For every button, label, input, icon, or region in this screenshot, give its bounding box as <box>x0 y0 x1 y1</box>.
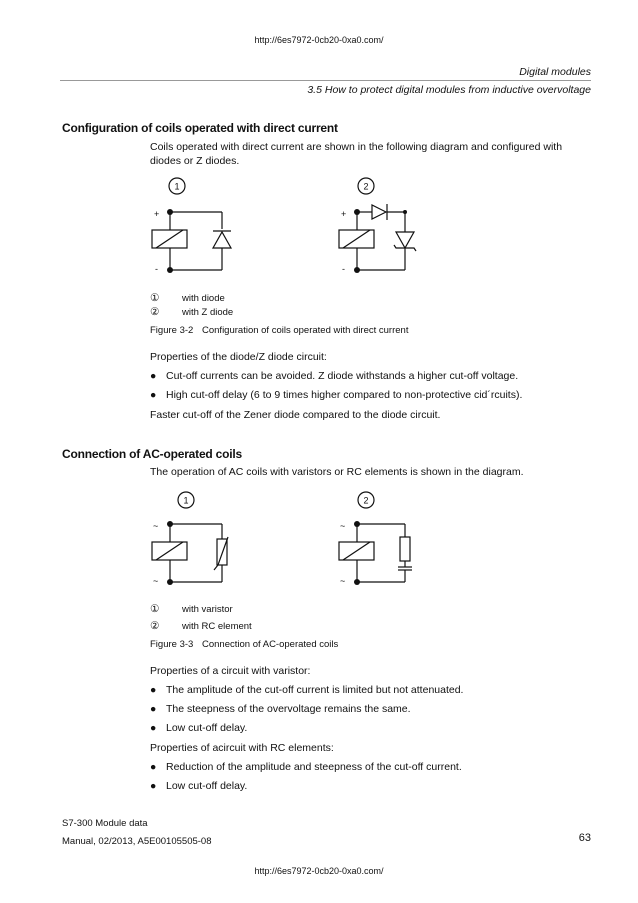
legend-text: with diode <box>182 293 225 304</box>
dc-bullet-1 <box>150 370 518 382</box>
bullet-text: Cut-off currents can be avoided. Z diode withstands a higher cut-off voltage. <box>166 370 519 382</box>
page-number: 63 <box>578 832 591 844</box>
dc-legend-1 <box>150 292 225 304</box>
tilde-label: ~ <box>153 576 159 586</box>
ac-legend-2 <box>150 620 252 632</box>
ac-legend-1 <box>150 603 233 615</box>
bullet-dot: ● <box>150 684 157 696</box>
legend-number: ② <box>150 306 160 318</box>
tilde-label: ~ <box>153 521 159 531</box>
dc-circuit-diagram <box>140 172 440 290</box>
caption-text: Configuration of coils operated with direct current <box>202 325 409 336</box>
bullet-dot: ● <box>150 761 157 773</box>
rc-properties-title: Properties of acircuit with RC elements: <box>150 742 334 754</box>
rc-bullet-2 <box>150 780 247 792</box>
caption-label: Figure 3-2 <box>150 325 194 336</box>
caption-label: Figure 3-3 <box>150 639 194 650</box>
varistor-bullet-2 <box>150 703 411 715</box>
dc-closing: Faster cut-off of the Zener diode compared to the diode circuit. <box>150 409 441 421</box>
bullet-dot: ● <box>150 703 157 715</box>
tilde-label: ~ <box>340 576 346 586</box>
bullet-text: Low cut-off delay. <box>166 780 248 792</box>
bullet-text: High cut-off delay (6 to 9 times higher compared to non-protective cid´rcuits). <box>166 389 523 401</box>
ac-circuit-diagram <box>140 487 440 597</box>
diode-series-symbol <box>372 205 386 219</box>
top-url[interactable]: http://6es7972-0cb20-0xa0.com/ <box>254 35 384 45</box>
bullet-dot: ● <box>150 370 157 382</box>
legend-number: ① <box>150 603 160 615</box>
legend-text: with RC element <box>182 621 252 632</box>
dc-legend-2 <box>150 306 233 318</box>
resistor-symbol <box>400 537 410 561</box>
caption-text: Connection of AC-operated coils <box>202 639 339 650</box>
diode-symbol <box>213 232 231 248</box>
bullet-dot: ● <box>150 780 157 792</box>
bullet-dot: ● <box>150 722 157 734</box>
bullet-text: The steepness of the overvoltage remains the same. <box>166 703 411 715</box>
footer-manual: Manual, 02/2013, A5E00105505-08 <box>62 836 212 847</box>
footer-product: S7-300 Module data <box>62 818 148 829</box>
dc-bullet-2 <box>150 389 522 401</box>
varistor-bullet-3 <box>150 722 247 734</box>
legend-number: ① <box>150 292 160 304</box>
dc-properties-title: Properties of the diode/Z diode circuit: <box>150 351 327 363</box>
legend-text: with Z diode <box>182 307 234 318</box>
figure-3-3-caption <box>150 639 338 650</box>
section-title: 3.5 How to protect digital modules from inductive overvoltage <box>307 84 591 96</box>
bullet-text: The amplitude of the cut-off current is limited but not attenuated. <box>166 684 464 696</box>
marker-1-label: 1 <box>174 181 180 192</box>
plus-label-2: + <box>341 209 347 219</box>
varistor-properties-title: Properties of a circuit with varistor: <box>150 665 311 677</box>
tilde-label: ~ <box>340 521 346 531</box>
minus-label-2: - <box>342 264 345 274</box>
rc-bullet-1 <box>150 761 462 773</box>
dc-heading: Configuration of coils operated with direct current <box>62 121 338 135</box>
header-rule <box>60 80 591 81</box>
varistor-bullet-1 <box>150 684 463 696</box>
bullet-dot: ● <box>150 389 157 401</box>
dc-intro: Coils operated with direct current are shown in the following diagram and configured with diodes or Z diodes. <box>150 141 563 167</box>
plus-label: + <box>154 209 160 219</box>
bullet-text: Reduction of the amplitude and steepness of the cut-off current. <box>166 761 462 773</box>
legend-text: with varistor <box>182 604 233 615</box>
zener-diode-symbol <box>396 232 414 248</box>
ac-intro: The operation of AC coils with varistors or RC elements is shown in the diagram. <box>150 466 524 478</box>
marker-2-label: 2 <box>363 495 369 506</box>
bottom-url[interactable]: http://6es7972-0cb20-0xa0.com/ <box>254 866 384 876</box>
ac-heading: Connection of AC-operated coils <box>62 447 243 461</box>
marker-1-label: 1 <box>183 495 189 506</box>
figure-3-2-caption <box>150 325 408 336</box>
legend-number: ② <box>150 620 160 632</box>
bullet-text: Low cut-off delay. <box>166 722 248 734</box>
marker-2-label: 2 <box>363 181 369 192</box>
chapter-title: Digital modules <box>519 66 591 78</box>
minus-label: - <box>155 264 158 274</box>
